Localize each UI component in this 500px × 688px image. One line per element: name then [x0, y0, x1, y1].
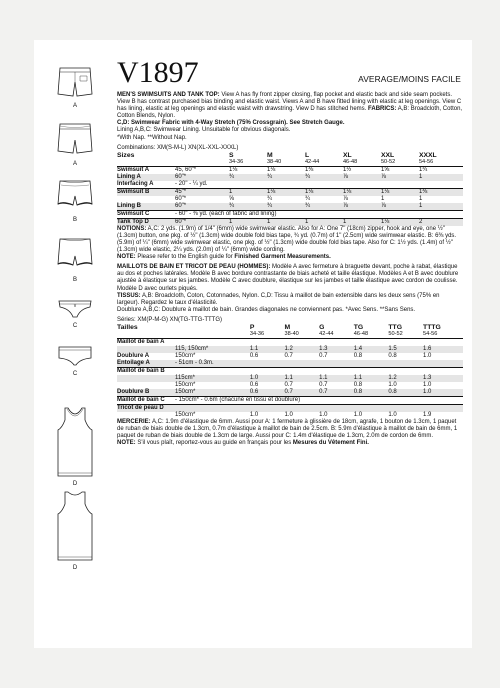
measurement-cell: 38-40: [266, 158, 282, 165]
mercerie: [117, 419, 463, 440]
swim-trunks-icon: [54, 176, 96, 216]
yardage-value: 0.7: [317, 389, 352, 397]
yardage-value: 1⅝: [379, 166, 417, 174]
size-header-cell: XL: [342, 151, 352, 159]
fabrics-c-d: C,D: Swimwear Fabric with 4-Way Stretch (75% Crossgrain). See Stretch Gauge.: [117, 120, 345, 127]
yardage-value: 0.6: [249, 381, 259, 388]
yardage-row: [117, 367, 463, 375]
yardage-value: 1⅛: [227, 166, 265, 174]
yardage-value: 0.7: [284, 381, 293, 388]
measurement-cell: 38-40: [284, 330, 299, 337]
yardage-row: [117, 375, 463, 382]
view-a-back-illustration: [40, 120, 110, 167]
english-yardage-table: [117, 152, 463, 226]
mercerie-text: A,C: 1.9m d'élastique de 6mm. Aussi pour A: 1 fermeture à glissière de 18cm, agrafe, 1 bouton de 1.3cm, 1 paquet de ruban de biais double de 1.3cm, 0.7m d'élastique à maillot de bain de 2.5cm. B: 5.9m d'élastique à maillot de bain de 6mm, 1 paquet de ruban de biais double de 1.3cm de large. Aussi pour C: 1.4m d'élastique de 1.3cm, 2.0m de cordon de 6mm.: [117, 418, 458, 440]
garment-label: Doublure A: [117, 352, 150, 359]
fabric-width: 115cm*: [173, 375, 248, 382]
size-header-cell: M: [284, 323, 291, 331]
yardage-value: 1.0: [388, 411, 397, 418]
swim-shorts-icon: [54, 64, 96, 102]
size-header-cell: S: [228, 151, 234, 159]
size-header-cell: Sizes: [117, 151, 135, 159]
yardage-value: 1⅛: [379, 218, 417, 226]
yardage-row: [117, 218, 463, 226]
yardage-value: 1.1: [248, 346, 283, 353]
fabric-width: 45, 60"*: [173, 166, 227, 174]
yardage-value: 0.7: [284, 352, 293, 359]
size-header-row: [117, 324, 463, 331]
fabric-width: 150cm*: [175, 411, 196, 418]
measurement-cell: 54-56: [423, 330, 438, 337]
garment-label: Tricot de peau D: [117, 404, 173, 412]
yardage-value: ⅞: [341, 203, 379, 211]
yardage-value: 0.7: [319, 352, 328, 359]
fabric-width: 60"*: [173, 203, 227, 211]
note-label: NOTE:: [117, 254, 136, 261]
measurement-cell: 54-56: [418, 158, 434, 165]
english-note: [117, 254, 463, 261]
yardage-value: 0.8: [353, 352, 363, 359]
size-header-cell: L: [304, 151, 310, 159]
view-label: D: [72, 481, 78, 487]
view-c-back-illustration: [40, 344, 110, 377]
view-label: A: [72, 161, 77, 167]
tissus-label: TISSUS:: [117, 292, 141, 299]
yardage-value: 1.9: [423, 411, 432, 418]
yardage-row: [117, 404, 463, 412]
garment-label: Lining B: [117, 203, 173, 211]
yardage-value: 1⅛: [303, 188, 341, 196]
fabric-width: 60"*: [173, 174, 227, 181]
measurement-cell: 50-52: [388, 330, 403, 337]
fabrics-label: FABRICS:: [368, 106, 397, 113]
view-label: B: [72, 277, 77, 283]
garment-label: Maillot de bain C: [117, 396, 173, 404]
yardage-value: 1: [227, 218, 265, 226]
nap-note: *With Nap. **Without Nap.: [117, 134, 187, 141]
yardage-row: [117, 196, 463, 203]
yardage-row: [117, 188, 463, 196]
view-label: A: [72, 103, 77, 109]
yardage-value: 1.0: [248, 375, 283, 382]
tank-top-back-icon: [52, 490, 98, 564]
yardage-value: ¾: [303, 174, 341, 181]
yardage-value: 0.8: [353, 381, 363, 388]
yardage-row: [117, 353, 463, 360]
yardage-value: ¾: [227, 174, 265, 181]
view-label: D: [72, 565, 78, 571]
fabrics-text: A,B: Broadcloth, Cotton, Cotton Blends, Nylon.: [117, 106, 463, 120]
yardage-value: 2: [417, 218, 463, 226]
garment-label: Tank Top D: [117, 218, 173, 226]
pattern-info: [117, 58, 463, 447]
fabric-width: 150cm*: [175, 381, 196, 388]
yardage-value: 1⅛: [265, 188, 303, 196]
fabric-width: [173, 338, 463, 346]
yardage-row: [117, 382, 463, 389]
french-doublure: Doublure A,B,C: Doublure à maillot de bain. Grandes diagonales ne conviennent pas. *Avec Sens. **Sans Sens.: [117, 306, 416, 313]
swim-brief-icon: [54, 298, 96, 322]
combinations: Combinations: XM(S-M-L) XN(XL-XXL-XXXL): [117, 144, 239, 151]
yardage-value: 1.4: [352, 346, 387, 353]
yardage-row: [117, 181, 463, 189]
notions: [117, 226, 463, 254]
swim-trunks-back-icon: [54, 234, 96, 276]
size-header-cell: TG: [353, 323, 364, 331]
view-label: C: [72, 371, 78, 377]
yardage-value: 0.8: [352, 389, 387, 397]
yardage-row: [117, 203, 463, 211]
french-note-label: NOTE:: [117, 440, 136, 447]
yardage-value: ⅞: [379, 203, 417, 211]
garment-label: [117, 346, 173, 353]
yardage-value: 1.0: [353, 411, 363, 418]
yardage-value: 0.6: [249, 352, 259, 359]
garment-label: Maillot de bain B: [117, 367, 173, 375]
view-b-front-illustration: [40, 176, 110, 223]
yardage-row: [117, 346, 463, 353]
garment-label: Maillot de bain A: [117, 338, 173, 346]
view-label: B: [72, 217, 77, 223]
french-description-text: Modèle A avec fermeture à braguette devant, poche à rabat, élastique au dos et poches latérales. Modèle B avec bordure contrastante de biais acheté et taille élastique. Modèles A et B avec doublure ajustée à élastique sur les jambes. Modèle C avec doublure, élastique sur les jambes et taille élastique avec cordon de coulisse. Modèle D avec ourlets piqués.: [117, 264, 459, 292]
size-header-cell: G: [319, 323, 325, 331]
envelope-header: [117, 58, 463, 92]
french-tissus: [117, 293, 463, 307]
measurement-cell: 46-48: [342, 158, 358, 165]
size-header-cell: Tailles: [117, 323, 138, 331]
yardage-value: 1.2: [386, 375, 421, 382]
fabric-width: 45"*: [173, 188, 227, 196]
yardage-row: [117, 174, 463, 181]
yardage-value: 1.0: [319, 411, 328, 418]
yardage-value: 1.0: [421, 389, 463, 397]
difficulty-level: AVERAGE/MOINS FACILE: [358, 74, 461, 84]
measurement-cell: [117, 331, 248, 339]
yardage-value: 1.1: [317, 375, 352, 382]
yardage-value: 1⅛: [341, 188, 379, 196]
garment-label: Doublure B: [117, 389, 173, 397]
english-description-title: MEN'S SWIMSUITS AND TANK TOP:: [117, 92, 220, 98]
yardage-value: 0.8: [388, 352, 397, 359]
garment-label: Interfacing A: [117, 180, 154, 187]
size-header-cell: XXXL: [418, 151, 437, 159]
note-emphasis: Finished Garment Measurements.: [234, 254, 331, 261]
garment-label: Entoilage A: [117, 360, 173, 368]
measurement-cell: 50-52: [380, 158, 396, 165]
yardage-value: 1.0: [423, 381, 432, 388]
garment-label: Swimsuit C: [117, 210, 173, 218]
garment-label: Swimsuit B: [117, 188, 173, 196]
view-b-back-illustration: [40, 234, 110, 283]
yardage-value: ⅝: [228, 195, 234, 202]
size-header-cell: M: [266, 151, 273, 159]
measurement-cell: [117, 159, 227, 167]
lining-note: Lining A,B,C: Swimwear Lining. Unsuitable for obvious diagonals.: [117, 127, 291, 134]
yardage-value: 1½: [341, 166, 379, 174]
yardage-value: 0.7: [319, 381, 328, 388]
measurement-cell: 46-48: [353, 330, 369, 337]
view-a-front-illustration: [40, 64, 110, 109]
size-header-cell: TTTG: [423, 323, 441, 331]
yardage-value: 1.0: [423, 352, 432, 359]
yardage-value: 0.6: [248, 389, 283, 397]
garment-label: [117, 196, 173, 203]
yardage-value: 1: [265, 218, 303, 226]
yardage-row: [117, 166, 463, 174]
note-text: Please refer to the English guide for: [135, 254, 235, 261]
notions-text: A,C: 2 yds. (1.9m) of 1/4" (6mm) wide swimwear elastic. Also for A: One 7" (18cm) zipper, hook and eye, one ½" (1.3cm) button, one pkg. of ½" (1.3cm) wide double fold bias tape, ¾ yd. (0.7m) of 1" (2.5cm) wide swimwear elastic. B: 6⅜ yds. (5.9m) of ¼" (6mm) wide swimwear elastic, one pkg. of ½" (1.3cm) wide double fold bias tape. Also for C: 1½ yds. (1.4m) of ½" (1.3cm) wide elastic, 2¼ yds. (2.0m) of ¼" (6mm) wide cording.: [117, 225, 457, 254]
yardage-value: 1.3: [317, 346, 352, 353]
view-label: C: [72, 323, 78, 329]
french-series: Séries: XM(P-M-G) XN(TG-TTG-TTTG): [117, 316, 222, 323]
fabric-width: 60"*: [173, 218, 227, 226]
yardage-value: 1.1: [352, 375, 387, 382]
yardage-value: 1⅜: [417, 188, 463, 196]
yardage-value: 1.0: [249, 411, 259, 418]
garment-label: [117, 375, 173, 382]
size-header-row: [117, 152, 463, 159]
measurement-row: [117, 331, 463, 339]
yardage-value: ¾: [304, 195, 310, 202]
english-description: [117, 92, 463, 120]
pattern-number: V1897: [117, 56, 199, 89]
french-description: [117, 264, 463, 292]
measurement-cell: 34-36: [228, 158, 244, 165]
french-note: [117, 440, 463, 447]
french-title: MAILLOTS DE BAIN ET TRICOT DE PEAU (HOMMES):: [117, 264, 271, 271]
yardage-row: [117, 338, 463, 346]
fabric-width: - 60" - ⅜ yd. (each of fabric and lining): [173, 210, 463, 218]
yardage-value: 1⅛: [379, 188, 417, 196]
fabric-width: 60"*: [175, 195, 187, 202]
yardage-value: 1.0: [388, 381, 397, 388]
yardage-value: 1.1: [282, 375, 317, 382]
garment-label: [117, 412, 173, 419]
swim-shorts-back-icon: [54, 120, 96, 160]
yardage-value: 1: [341, 218, 379, 226]
yardage-row: [117, 210, 463, 218]
view-d-back-illustration: [40, 490, 110, 571]
yardage-row: [117, 389, 463, 397]
yardage-row: [117, 412, 463, 419]
view-d-front-illustration: [40, 406, 110, 487]
size-header-cell: TTG: [388, 323, 402, 331]
yardage-value: ¾: [265, 174, 303, 181]
yardage-value: ¾: [227, 203, 265, 211]
garment-label: Swimsuit A: [117, 166, 173, 174]
yardage-value: ⅞: [341, 174, 379, 181]
yardage-value: 0.7: [282, 389, 317, 397]
fabric-width: [173, 367, 463, 375]
french-yardage-table: [117, 324, 463, 419]
yardage-value: ⅞: [379, 174, 417, 181]
yardage-value: 1: [418, 195, 423, 202]
yardage-value: 1¾: [417, 166, 463, 174]
garment-label: [117, 382, 173, 389]
swim-brief-back-icon: [54, 344, 96, 370]
yardage-value: 0.8: [386, 389, 421, 397]
yardage-value: 1⅛: [265, 166, 303, 174]
yardage-value: ¾: [265, 203, 303, 211]
fabric-width: [173, 404, 463, 412]
measurement-cell: 42-44: [319, 330, 334, 337]
yardage-value: ¾: [266, 195, 272, 202]
yardage-value: ¾: [303, 203, 341, 211]
measurement-cell: 42-44: [304, 158, 320, 165]
yardage-value: ⅞: [342, 195, 348, 202]
yardage-value: 1: [417, 203, 463, 211]
french-note-emphasis: Mesures du Vêtement Fini.: [292, 440, 369, 447]
yardage-value: 1.2: [282, 346, 317, 353]
yardage-row: [117, 360, 463, 368]
mercerie-label: MERCERIE:: [117, 418, 151, 425]
fabric-width: - 51cm - 0.3m.: [173, 360, 463, 368]
yardage-value: 1: [417, 174, 463, 181]
fabric-width: - 150cm* - 0.6m (chacune en tissu et doublure): [173, 396, 463, 404]
yardage-value: 1: [380, 195, 385, 202]
view-c-front-illustration: [40, 298, 110, 329]
size-header-cell: XXL: [380, 151, 395, 159]
fabric-width: 150cm*: [175, 352, 196, 359]
fabric-width: 150cm*: [173, 389, 248, 397]
description-text: View A has fly front zipper closing, flap pocket and elastic back and side seam pockets. View B has contrast purchased bias binding and elastic waist. Views A and B have fitted lining with elastic at leg openings. View C has lining, elastic at leg openings and elastic waist with drawstring. View D has stitched hems.: [117, 92, 462, 113]
size-header-cell: P: [249, 323, 255, 331]
fabric-width: 115, 150cm*: [173, 346, 248, 353]
yardage-value: 1.6: [421, 346, 463, 353]
french-note-text: S'il vous plaît, reportez-vous au guide en français pour les: [135, 440, 293, 447]
yardage-value: 1⅜: [303, 166, 341, 174]
notions-label: NOTIONS:: [117, 225, 147, 232]
tissus-text: A,B: Broadcloth, Coton, Cotonnades, Nylon. C,D: Tissu à maillot de bain extensible dans les deux sens (75% en largeur). Regardez le taux d'élasticité.: [117, 292, 440, 306]
yardage-value: 1.0: [284, 411, 293, 418]
measurement-cell: 34-36: [249, 330, 265, 337]
fabric-width: - 20" - ¼ yd.: [175, 180, 208, 187]
yardage-value: 1: [303, 218, 341, 226]
measurement-row: [117, 159, 463, 167]
yardage-value: 1: [227, 188, 265, 196]
yardage-row: [117, 396, 463, 404]
tank-top-icon: [52, 406, 98, 480]
garment-label: Lining A: [117, 174, 173, 181]
yardage-value: 1.3: [421, 375, 463, 382]
yardage-value: 1.5: [386, 346, 421, 353]
